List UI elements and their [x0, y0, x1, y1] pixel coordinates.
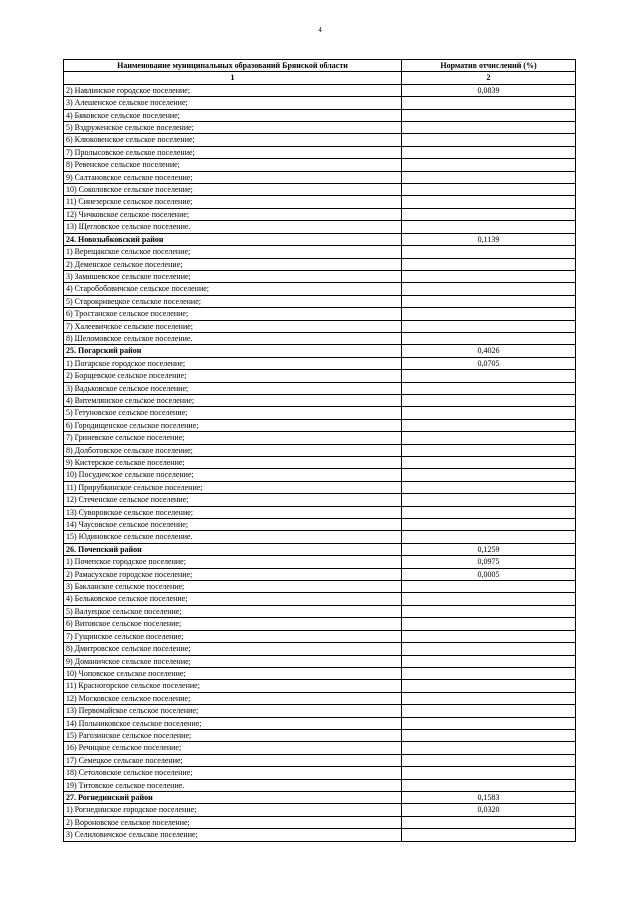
page-number: 4 — [318, 26, 322, 34]
settlement-name: 19) Титовское сельское поселение. — [64, 779, 402, 791]
rate-value — [402, 779, 576, 791]
rate-value — [402, 308, 576, 320]
settlement-name: 8) Долботовское сельское поселение; — [64, 444, 402, 456]
rate-value — [402, 283, 576, 295]
settlement-name: 9) Кистерское сельское поселение; — [64, 457, 402, 469]
rate-value — [402, 506, 576, 518]
settlement-name: 15) Юдиновское сельское поселение. — [64, 531, 402, 543]
table-row — [64, 667, 576, 679]
district-row — [64, 791, 576, 803]
table-row — [64, 196, 576, 208]
settlement-name: 4) Витемлянское сельское поселение; — [64, 394, 402, 406]
settlement-name: 7) Гущинское сельское поселение; — [64, 630, 402, 642]
rate-value — [402, 618, 576, 630]
rate-value — [402, 481, 576, 493]
table-row — [64, 754, 576, 766]
settlement-name: 1) Погарское городское поселение; — [64, 357, 402, 369]
table-row — [64, 457, 576, 469]
settlement-name: 12) Чичковское сельское поселение; — [64, 208, 402, 220]
rate-value — [402, 667, 576, 679]
table-row — [64, 246, 576, 258]
district-row — [64, 345, 576, 357]
settlement-name: 1) Рогнединское городское поселение; — [64, 804, 402, 816]
settlement-name: 9) Доманичское сельское поселение; — [64, 655, 402, 667]
rate-value: 0,0320 — [402, 804, 576, 816]
settlement-name: 13) Суворовское сельское поселение; — [64, 506, 402, 518]
table-row — [64, 308, 576, 320]
rate-value: 0,1139 — [402, 233, 576, 245]
settlement-name: 6) Городищенское сельское поселение; — [64, 419, 402, 431]
table-row — [64, 655, 576, 667]
table-row — [64, 370, 576, 382]
allocation-table — [63, 59, 576, 842]
rate-value — [402, 382, 576, 394]
table-row — [64, 742, 576, 754]
settlement-name: 3) Селиловичское сельское поселение; — [64, 829, 402, 841]
settlement-name: 14) Польниковское сельское поселение; — [64, 717, 402, 729]
settlement-name: 5) Гетуновское сельское поселение; — [64, 407, 402, 419]
table-row — [64, 568, 576, 580]
rate-value — [402, 370, 576, 382]
district-name: 27. Рогнединский район — [64, 791, 402, 803]
column-number-2: 2 — [402, 72, 576, 84]
table-row — [64, 692, 576, 704]
table-row — [64, 109, 576, 121]
settlement-name: 4) Старобобовичское сельское поселение; — [64, 283, 402, 295]
rate-value — [402, 407, 576, 419]
settlement-name: 6) Витовское сельское поселение; — [64, 618, 402, 630]
rate-value — [402, 767, 576, 779]
settlement-name: 5) Валуецкое сельское поселение; — [64, 605, 402, 617]
district-name: 26. Почепский район — [64, 543, 402, 555]
rate-value: 0,0705 — [402, 357, 576, 369]
rate-value — [402, 754, 576, 766]
settlement-name: 4) Бяковское сельское поселение; — [64, 109, 402, 121]
table-row — [64, 258, 576, 270]
table-row — [64, 208, 576, 220]
rate-value: 0,0005 — [402, 568, 576, 580]
settlement-name: 4) Бельковское сельское поселение; — [64, 593, 402, 605]
settlement-name: 3) Бакланское сельское поселение; — [64, 581, 402, 593]
settlement-name: 6) Клюковенское сельское поселение; — [64, 134, 402, 146]
table-row — [64, 717, 576, 729]
rate-value: 0,0839 — [402, 84, 576, 96]
district-row — [64, 233, 576, 245]
table-row — [64, 146, 576, 158]
table-row — [64, 357, 576, 369]
table-row — [64, 680, 576, 692]
settlement-name: 11) Красногорское сельское поселение; — [64, 680, 402, 692]
table-row — [64, 767, 576, 779]
table-row — [64, 332, 576, 344]
district-name: 25. Погарский район — [64, 345, 402, 357]
table-row — [64, 171, 576, 183]
rate-value — [402, 295, 576, 307]
rate-value — [402, 519, 576, 531]
rate-value — [402, 432, 576, 444]
settlement-name: 1) Почепское городское поселение; — [64, 556, 402, 568]
table-row — [64, 705, 576, 717]
table-row — [64, 444, 576, 456]
rate-value — [402, 531, 576, 543]
table-row — [64, 295, 576, 307]
table-row — [64, 134, 576, 146]
table-row — [64, 618, 576, 630]
table-row — [64, 97, 576, 109]
rate-value — [402, 258, 576, 270]
settlement-name: 10) Посудичское сельское поселение; — [64, 469, 402, 481]
settlement-name: 2) Навлинское городское поселение; — [64, 84, 402, 96]
settlement-name: 3) Алешенское сельское поселение; — [64, 97, 402, 109]
table-row — [64, 122, 576, 134]
settlement-name: 1) Верещакское сельское поселение; — [64, 246, 402, 258]
settlement-name: 7) Гриневское сельское поселение; — [64, 432, 402, 444]
table-row — [64, 270, 576, 282]
table-row — [64, 494, 576, 506]
district-row — [64, 543, 576, 555]
table-row — [64, 581, 576, 593]
settlement-name: 3) Вадьковское сельское поселение; — [64, 382, 402, 394]
settlement-name: 16) Речицкое сельское поселение; — [64, 742, 402, 754]
rate-value — [402, 581, 576, 593]
rate-value — [402, 97, 576, 109]
rate-value — [402, 444, 576, 456]
table-row — [64, 630, 576, 642]
table-row — [64, 382, 576, 394]
rate-value — [402, 593, 576, 605]
settlement-name: 12) Московское сельское поселение; — [64, 692, 402, 704]
rate-value — [402, 122, 576, 134]
rate-value: 0,4026 — [402, 345, 576, 357]
settlement-name: 11) Прирубкинское сельское поселение; — [64, 481, 402, 493]
table-row — [64, 419, 576, 431]
column-number-1: 1 — [64, 72, 402, 84]
table-row — [64, 605, 576, 617]
settlement-name: 8) Ревенское сельское поселение; — [64, 159, 402, 171]
rate-value — [402, 469, 576, 481]
rate-value — [402, 109, 576, 121]
table-row — [64, 432, 576, 444]
rate-value — [402, 419, 576, 431]
settlement-name: 5) Старокривецкое сельское поселение; — [64, 295, 402, 307]
settlement-name: 3) Замишевское сельское поселение; — [64, 270, 402, 282]
settlement-name: 5) Вздруженское сельское поселение; — [64, 122, 402, 134]
rate-value — [402, 729, 576, 741]
rate-value — [402, 146, 576, 158]
rate-value — [402, 134, 576, 146]
settlement-name: 11) Синезерское сельское поселение; — [64, 196, 402, 208]
table-row — [64, 804, 576, 816]
table-row — [64, 469, 576, 481]
rate-value — [402, 643, 576, 655]
table-row — [64, 506, 576, 518]
table-row — [64, 320, 576, 332]
rate-value — [402, 829, 576, 841]
rate-value — [402, 717, 576, 729]
table-row — [64, 593, 576, 605]
settlement-name: 2) Борщевское сельское поселение; — [64, 370, 402, 382]
table-row — [64, 729, 576, 741]
settlement-name: 8) Дмитровское сельское поселение; — [64, 643, 402, 655]
rate-value — [402, 208, 576, 220]
rate-value — [402, 184, 576, 196]
table-row — [64, 779, 576, 791]
rate-value — [402, 605, 576, 617]
rate-value — [402, 394, 576, 406]
settlement-name: 17) Семецкое сельское поселение; — [64, 754, 402, 766]
table-row — [64, 519, 576, 531]
district-name: 24. Новозыбковский район — [64, 233, 402, 245]
settlement-name: 13) Щегловское сельское поселение. — [64, 221, 402, 233]
settlement-name: 9) Салтановское сельское поселение; — [64, 171, 402, 183]
settlement-name: 13) Первомайское сельское поселение; — [64, 705, 402, 717]
table-row — [64, 816, 576, 828]
column-number-row — [64, 72, 576, 84]
table-row — [64, 84, 576, 96]
rate-value — [402, 246, 576, 258]
rate-value — [402, 320, 576, 332]
rate-value — [402, 692, 576, 704]
table-header-row — [64, 60, 576, 72]
rate-value — [402, 680, 576, 692]
settlement-name: 2) Вороновское сельское поселение; — [64, 816, 402, 828]
table-row — [64, 159, 576, 171]
table-row — [64, 184, 576, 196]
settlement-name: 2) Рамасухское городское поселение; — [64, 568, 402, 580]
settlement-name: 2) Деменское сельское поселение; — [64, 258, 402, 270]
settlement-name: 8) Шеломовское сельское поселение. — [64, 332, 402, 344]
table-row — [64, 556, 576, 568]
table-row — [64, 531, 576, 543]
settlement-name: 12) Стеченское сельское поселение; — [64, 494, 402, 506]
table-row — [64, 283, 576, 295]
rate-value: 0,1259 — [402, 543, 576, 555]
table-row — [64, 407, 576, 419]
settlement-name: 7) Пролысовское сельское поселение; — [64, 146, 402, 158]
rate-value — [402, 171, 576, 183]
rate-value — [402, 457, 576, 469]
rate-value — [402, 705, 576, 717]
rate-value — [402, 270, 576, 282]
rate-value — [402, 742, 576, 754]
rate-value: 0,0975 — [402, 556, 576, 568]
table-row — [64, 394, 576, 406]
table-row — [64, 221, 576, 233]
rate-value — [402, 332, 576, 344]
header-municipality: Наименование муниципальных образований Брянской области — [64, 60, 402, 72]
table-row — [64, 643, 576, 655]
settlement-name: 14) Чаусовское сельское поселение; — [64, 519, 402, 531]
rate-value — [402, 816, 576, 828]
table-row — [64, 829, 576, 841]
rate-value — [402, 196, 576, 208]
rate-value — [402, 221, 576, 233]
table-body — [64, 84, 576, 841]
rate-value — [402, 159, 576, 171]
settlement-name: 10) Чоповское сельское поселение; — [64, 667, 402, 679]
rate-value — [402, 494, 576, 506]
settlement-name: 7) Халеевичское сельское поселение; — [64, 320, 402, 332]
settlement-name: 6) Тростанское сельское поселение; — [64, 308, 402, 320]
settlement-name: 15) Рагозинское сельское поселение; — [64, 729, 402, 741]
header-rate: Норматив отчислений (%) — [402, 60, 576, 72]
rate-value — [402, 630, 576, 642]
table-row — [64, 481, 576, 493]
rate-value: 0,1583 — [402, 791, 576, 803]
settlement-name: 18) Сетоловское сельское поселение; — [64, 767, 402, 779]
rate-value — [402, 655, 576, 667]
settlement-name: 10) Соколовское сельское поселение; — [64, 184, 402, 196]
